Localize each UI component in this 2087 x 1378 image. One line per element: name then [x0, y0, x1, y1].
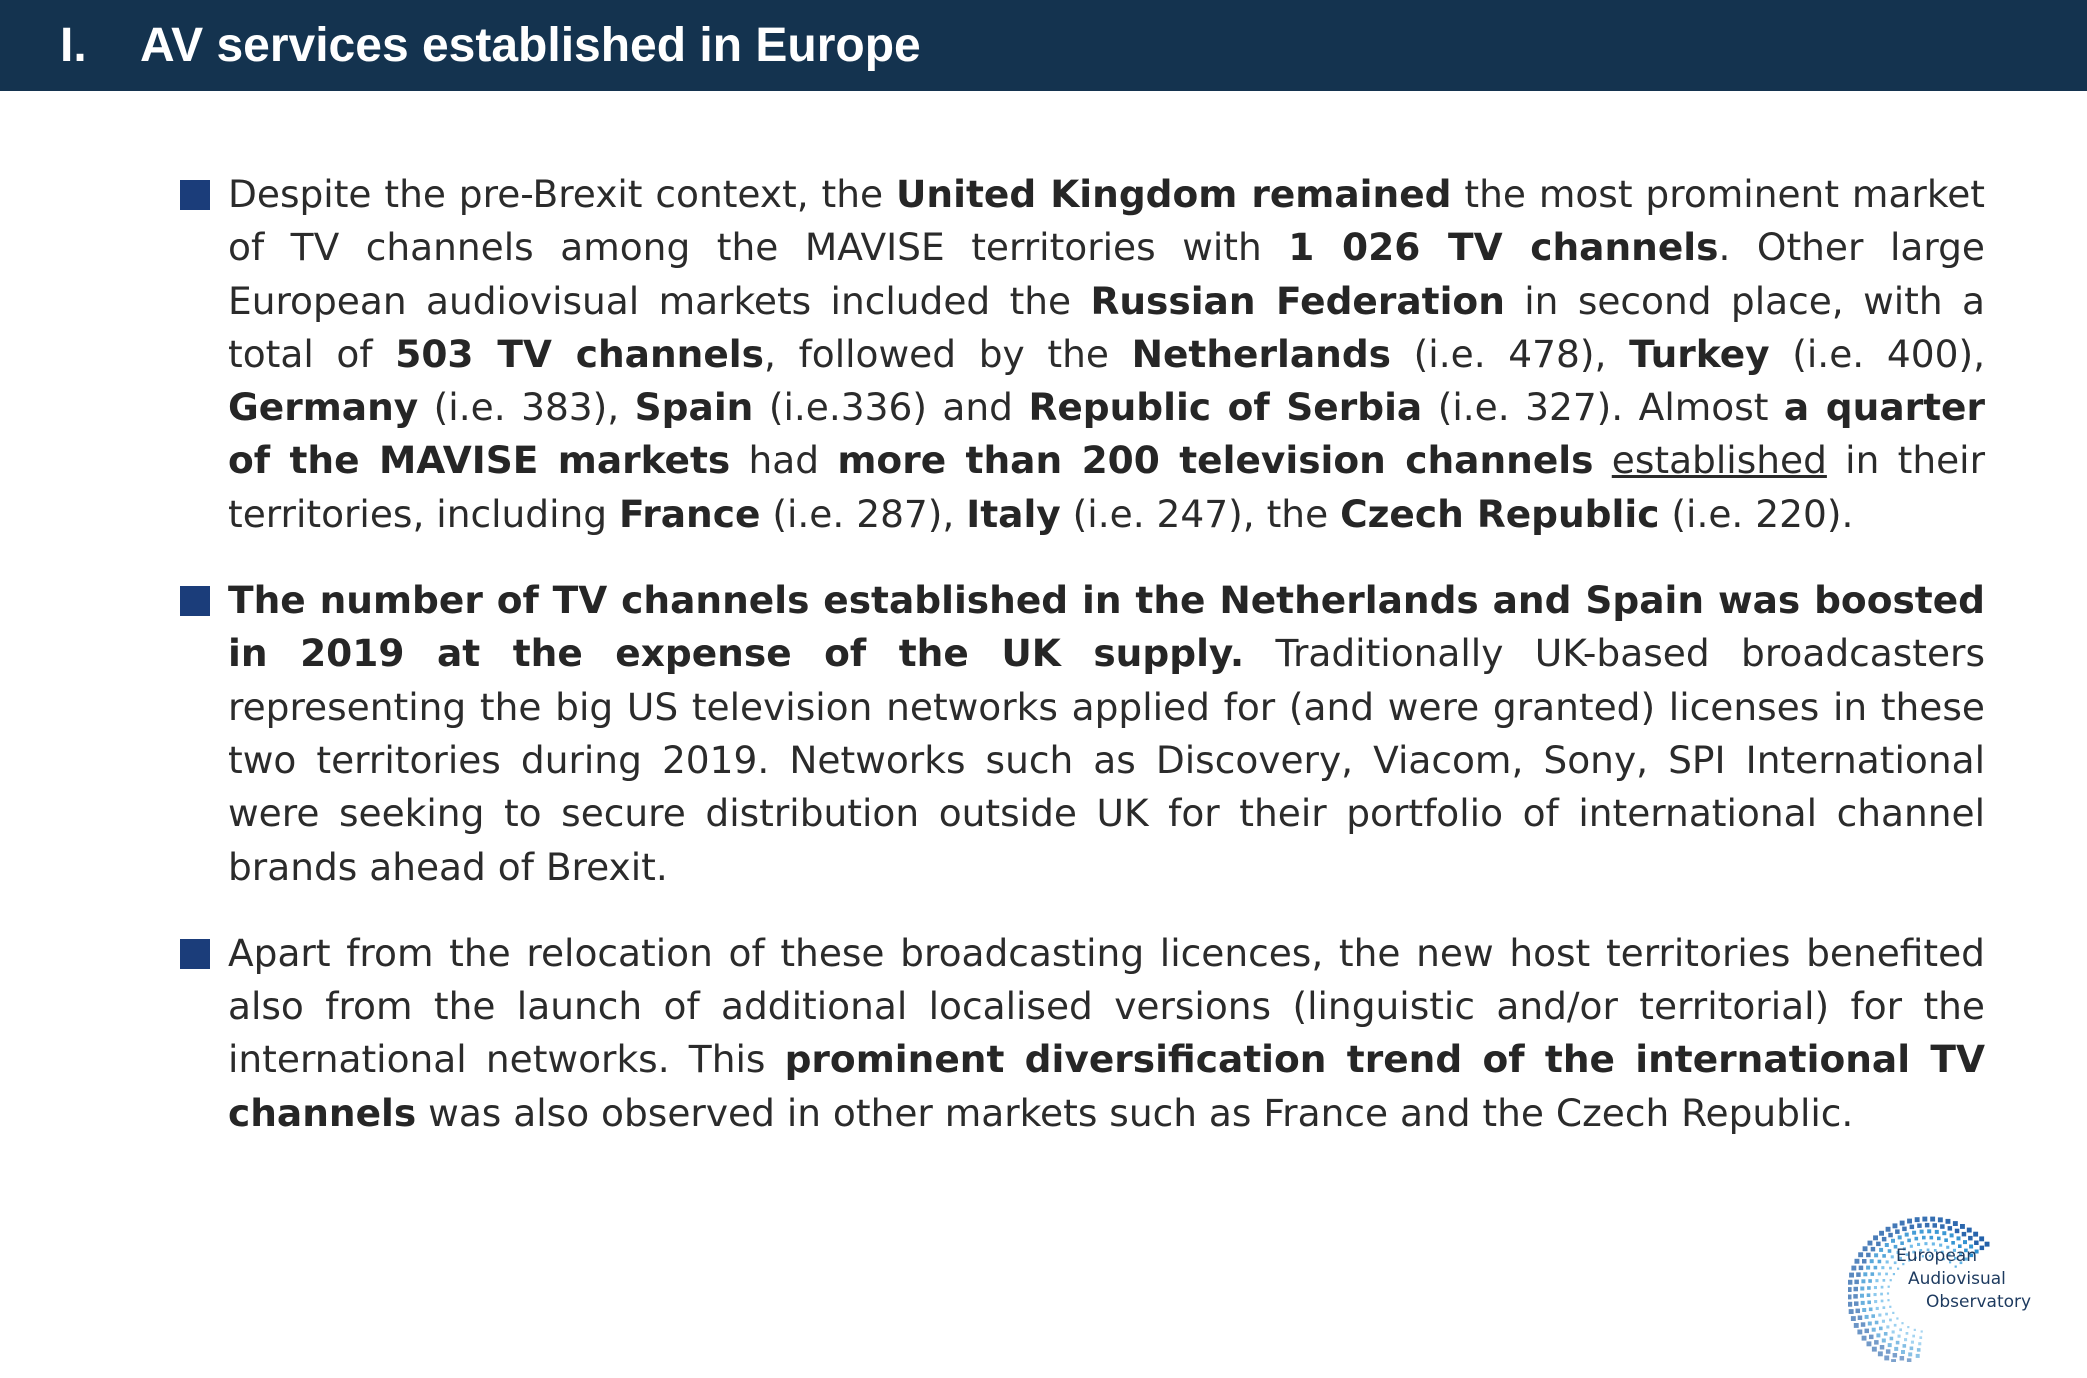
bold-text: a quarter of the MAVISE markets: [228, 385, 1985, 483]
bold-text: The number of TV channels established in the Netherlands and Spain was boosted in 2019 at the expense of the UK supply.: [228, 578, 1985, 676]
bullet-item: [180, 168, 1985, 541]
text-run: (i.e.336) and: [753, 385, 1029, 430]
text-run: Despite the pre-Brexit context, the: [228, 172, 896, 216]
text-run: the most prominent market of TV channels among the MAVISE territories with: [228, 172, 1985, 270]
text-run: in second place, with a total of: [228, 278, 1985, 376]
bold-text: Russian Federation: [1090, 278, 1505, 323]
bullet-text: [228, 574, 1985, 894]
text-run: (i.e. 478),: [1391, 331, 1630, 376]
bold-text: 1 026 TV channels: [1288, 225, 1719, 270]
text-run: [1593, 438, 1611, 482]
text-run: (i.e. 247), the: [1060, 491, 1341, 536]
logo-text-line3: Observatory: [1926, 1292, 2032, 1312]
bold-text: Spain: [634, 385, 754, 430]
bullet-text: [228, 168, 1985, 541]
bold-text: France: [619, 491, 761, 536]
square-bullet-icon: [180, 180, 210, 210]
bold-text: Turkey: [1629, 331, 1770, 376]
text-run: in their territories, including: [228, 438, 1986, 536]
observatory-logo: [1848, 1212, 2048, 1362]
page-title: [60, 0, 921, 91]
section-number: I.: [60, 19, 87, 72]
section-title: AV services established in Europe: [140, 19, 921, 72]
text-run: (i.e. 220).: [1659, 491, 1854, 536]
bold-text: Netherlands: [1131, 331, 1391, 376]
bold-text: Republic of Serbia: [1028, 385, 1423, 430]
text-run: Apart from the relocation of these broadcasting licences, the new host territories benefited also from the launch of additional localised versions (linguistic and/or territorial) for the international networks. This: [228, 930, 1985, 1082]
square-bullet-icon: [180, 939, 210, 969]
text-run: (i.e. 327). Almost: [1422, 385, 1784, 430]
text-run: . Other large European audiovisual markets included the: [228, 225, 1985, 323]
underlined-text: established: [1611, 438, 1827, 483]
bold-text: United Kingdom remained: [895, 172, 1452, 216]
bold-text: 503 TV channels: [395, 331, 764, 376]
square-bullet-icon: [180, 586, 210, 616]
bold-text: prominent diversification trend of the international TV channels: [228, 1037, 1985, 1135]
text-run: (i.e. 383),: [418, 385, 635, 430]
text-run: was also observed in other markets such as France and the Czech Republic.: [416, 1090, 1854, 1135]
bold-text: Germany: [228, 385, 419, 430]
text-run: had: [730, 438, 838, 483]
text-run: (i.e. 287),: [760, 491, 967, 536]
bullet-text: [228, 927, 1985, 1140]
bullet-item: [180, 927, 1985, 1140]
text-run: Traditionally UK-based broadcasters representing the big US television networks applied for (and were granted) licenses in these two territories during 2019. Networks such as Discovery, Viacom, Sony, SPI International were seeking to secure distribution outside UK for their portfolio of international channel brands ahead of Brexit.: [228, 631, 1985, 889]
logo-text-line2: Audiovisual: [1908, 1269, 2006, 1289]
text-run: (i.e. 400),: [1769, 331, 1986, 376]
header-bar: [0, 0, 2087, 91]
bold-text: Czech Republic: [1340, 491, 1660, 536]
logo-text-line1: European: [1896, 1246, 1977, 1266]
text-run: , followed by the: [763, 331, 1132, 376]
bold-text: Italy: [966, 491, 1061, 536]
bullet-list: [180, 168, 1985, 1173]
bold-text: more than 200 television channels: [837, 438, 1594, 483]
bullet-item: [180, 574, 1985, 894]
